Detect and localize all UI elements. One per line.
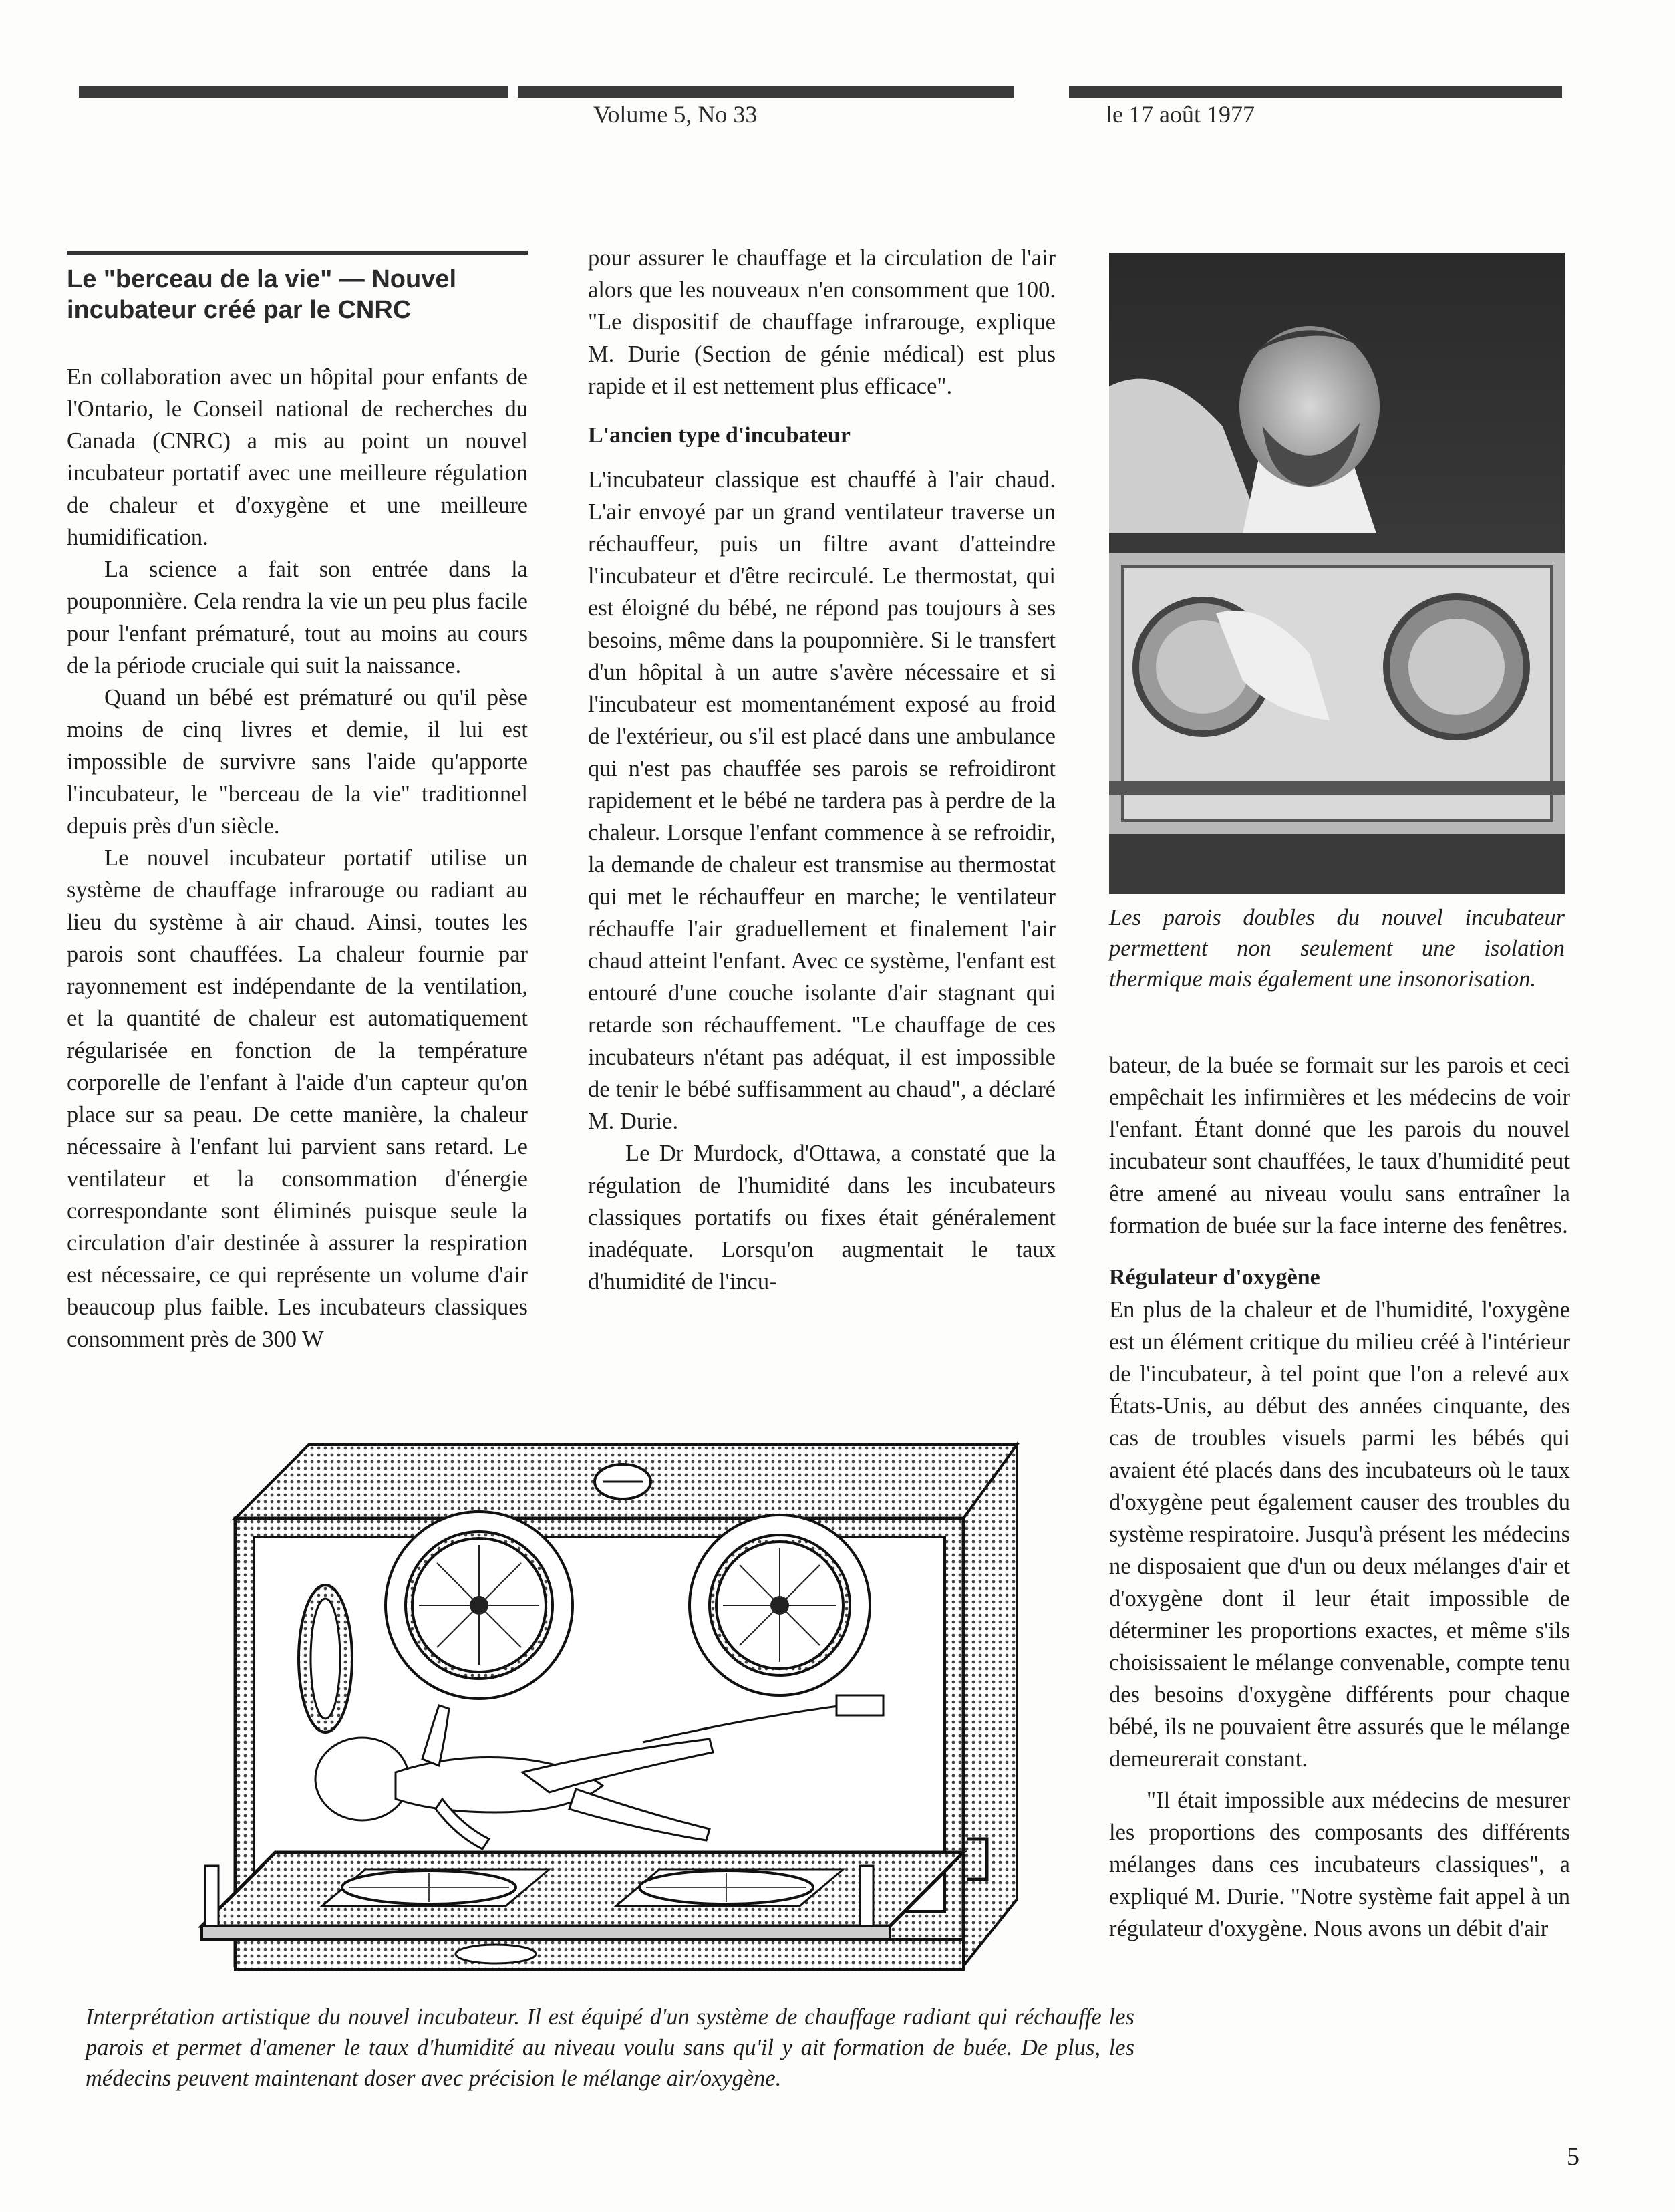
paragraph: Le nouvel incubateur portatif utilise un système de chauffage infrarouge ou radiant au lieu du système à air chaud. Ainsi, toutes les parois sont chauffées. La chaleur fournie par rayonnement est indépendante de la ventilation, et la quantité de chaleur est automatiquement régularisée en fonction de la température corporelle de l'enfant à l'aide d'un capteur qu'on place sur sa peau. De cette manière, la chaleur nécessaire à l'enfant lui parvient sans retard. Le ventilateur et la consommation d'énergie correspondante sont éliminés puisque seule la circulation d'air destinée à assurer la respiration est nécessaire, ce qui représente un volume d'air beaucoup plus faible. Les incubateurs classiques consomment près de 300 W (67, 845, 528, 1352)
column-2 (588, 242, 1056, 1298)
paragraph: pour assurer le chauffage et la circulation de l'air alors que les nouveaux n'en consomment que 100. "Le dispositif de chauffage infrarouge, explique M. Durie (Section de génie médical) est plus rapide et il est nettement plus efficace". (588, 245, 1056, 399)
issue-date: le 17 août 1977 (1106, 101, 1255, 128)
photo-caption: Les parois doubles du nouvel incubateur permettent non seulement une isolation thermique mais également une insonorisation. (1109, 905, 1565, 992)
paragraph: "Il était impossible aux médecins de mesurer les proportions des composants des différents mélanges dans ces incubateurs classiques", a expliqué M. Durie. "Notre système fait appel à un régulateur d'oxygène. Nous avons un débit d'air (1109, 1788, 1570, 1941)
header-rule-right (1069, 86, 1562, 98)
article-title: Le "berceau de la vie" — Nouvel incubateur créé par le CNRC (67, 251, 528, 325)
page-number: 5 (1567, 2142, 1579, 2171)
header-rule-middle (518, 86, 1014, 98)
column-1 (67, 361, 528, 1355)
section-heading-old-incubator: L'ancien type d'incubateur (588, 423, 851, 448)
paragraph: La science a fait son entrée dans la pouponnière. Cela rendra la vie un peu plus facile pour l'enfant prématuré, tout au moins au cours de la période cruciale qui suit la naissance. (67, 557, 528, 678)
section-heading-oxygen-regulator: Régulateur d'oxygène (1109, 1265, 1320, 1290)
paragraph: En plus de la chaleur et de l'humidité, l'oxygène est un élément critique du milieu créé à l'intérieur de l'incubateur, à tel point que l'on a relevé aux États-Unis, au début des années cinquante, des cas de troubles visuels parmi les bébés qui avaient été placés dans des incubateurs où le taux d'oxygène peut également causer des troubles du système respiratoire. Jusqu'à présent les médecins ne disposaient que d'un ou deux mélanges d'air et d'oxygène dont il leur était impossible de déterminer les proportions exactes, et même s'ils choisissaient le mélange convenable, compte tenu des besoins d'oxygène différents pour chaque bébé, ils ne pouvaient être assurés que le mélange demeurerait constant. (1109, 1297, 1570, 1772)
incubator-drawing (175, 1438, 1030, 1986)
column-3 (1109, 1049, 1570, 1945)
volume-number: Volume 5, No 33 (593, 101, 758, 128)
paragraph: En collaboration avec un hôpital pour enfants de l'Ontario, le Conseil national de recherches du Canada (CNRC) a mis au point un nouvel incubateur portatif avec une meilleure régulation de chaleur et d'oxygène et une meilleure humidification. (67, 364, 528, 550)
paragraph: Quand un bébé est prématuré ou qu'il pèse moins de cinq livres et demie, il lui est impossible de survivre sans l'aide qu'apporte l'incubateur, le "berceau de la vie" traditionnel depuis près d'un siècle. (67, 685, 528, 839)
incubator-photo (1109, 253, 1565, 894)
paragraph: bateur, de la buée se formait sur les parois et ceci empêchait les infirmières et les médecins de voir l'enfant. Étant donné que les parois du nouvel incubateur sont chauffées, le taux d'humidité peut être amené au niveau voulu sans entraîner la formation de buée sur la face interne des fenêtres. (1109, 1053, 1570, 1238)
paragraph: L'incubateur classique est chauffé à l'air chaud. L'air envoyé par un grand ventilateur traverse un réchauffeur, puis un filtre avant d'atteindre l'incubateur et d'être recirculé. Le thermostat, qui est éloigné du bébé, ne répond pas toujours à ses besoins, même dans la pouponnière. Si le transfert d'un hôpital à un autre s'avère nécessaire et si l'incubateur est momentanément exposé au froid de l'extérieur, ou s'il est placé dans une ambulance qui n'est pas chauffée ses parois se refroidiront rapidement et le bébé ne tardera pas à perdre de la chaleur. Lorsque l'enfant commence à se refroidir, la demande de chaleur est transmise au thermostat qui met le réchauffeur en marche; le ventilateur réchauffe l'air graduellement et finalement l'air chaud atteint l'enfant. Avec ce système, l'enfant est entouré d'une couche isolante d'air stagnant qui retarde son réchauffement. "Le chauffage de ces incubateurs n'étant pas adéquat, il est impossible de tenir le bébé suffisamment au chaud", a déclaré M. Durie. (588, 467, 1056, 1134)
drawing-caption: Interprétation artistique du nouvel incubateur. Il est équipé d'un système de chauffage radiant qui réchauffe les parois et permet d'amener le taux d'humidité au niveau voulu sans qu'il y ait formation de buée. De plus, les médecins peuvent maintenant doser avec précision le mélange air/oxygène. (86, 2004, 1134, 2091)
header-rule-left (79, 86, 508, 98)
paragraph: Le Dr Murdock, d'Ottawa, a constaté que la régulation de l'humidité dans les incubateurs classiques portatifs ou fixes était généralement inadéquate. Lorsqu'on augmentait le taux d'humidité de l'incu- (588, 1141, 1056, 1294)
